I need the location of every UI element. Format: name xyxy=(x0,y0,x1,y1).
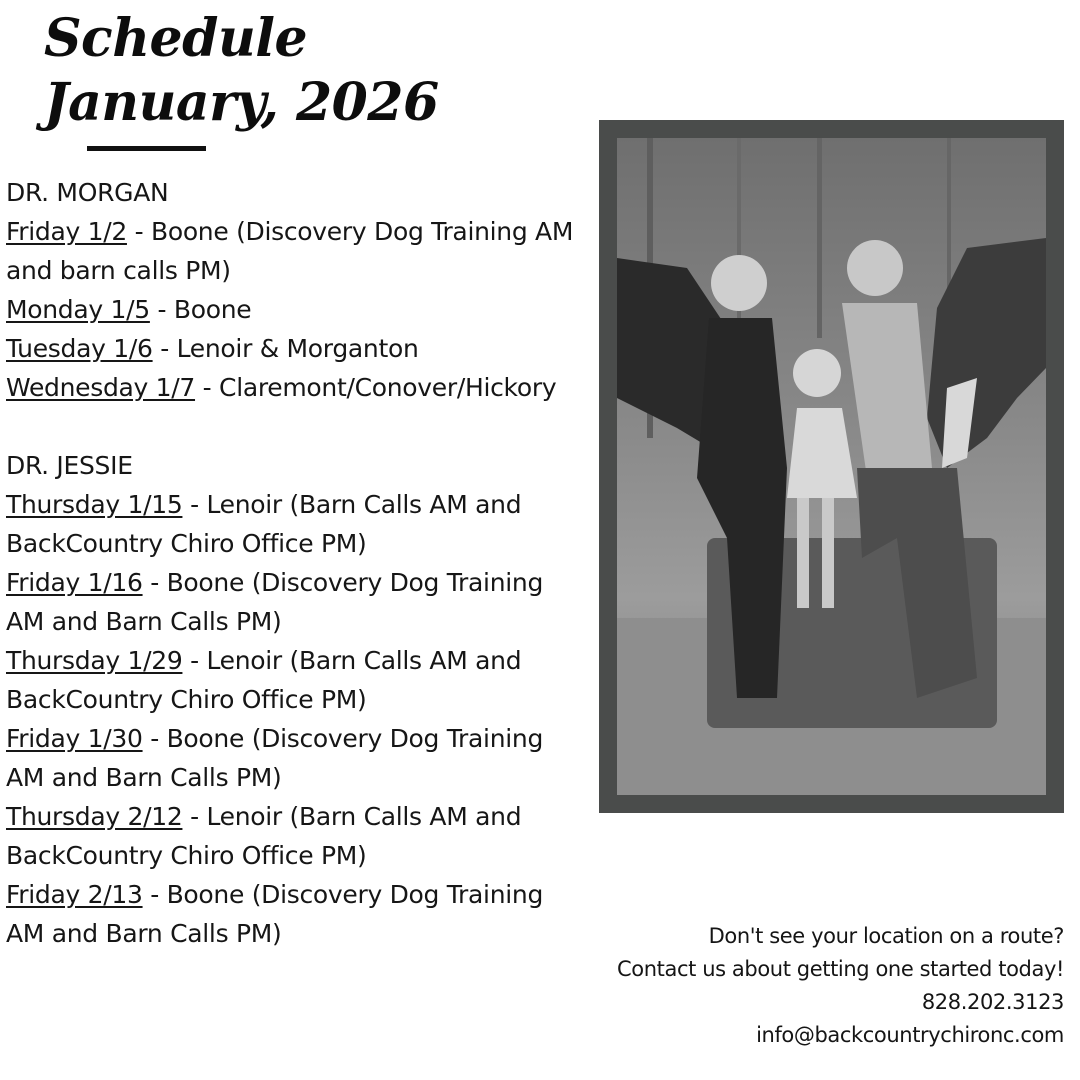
contact-prompt: Don't see your location on a route? xyxy=(708,924,1064,948)
entry-date: Friday 1/16 xyxy=(6,568,143,597)
entry-date: Thursday 1/29 xyxy=(6,646,183,675)
contact-email[interactable]: info@backcountrychironc.com xyxy=(756,1023,1064,1047)
entry-details: - Boone xyxy=(149,295,252,324)
schedule-entry xyxy=(6,485,586,563)
doctor-heading-morgan: DR. MORGAN xyxy=(6,178,169,207)
entry-date: Friday 1/2 xyxy=(6,217,127,246)
entry-date: Thursday 2/12 xyxy=(6,802,183,831)
entry-date: Tuesday 1/6 xyxy=(6,334,153,363)
schedule-entry xyxy=(6,797,586,875)
schedule-entry xyxy=(6,290,586,329)
entry-details: - Boone (Discovery Dog Training AM and Barn Calls PM) xyxy=(6,880,544,948)
entry-details: - Boone (Discovery Dog Training AM and Barn Calls PM) xyxy=(6,724,544,792)
entry-details: - Claremont/Conover/Hickory xyxy=(195,373,557,402)
family-horses-photo xyxy=(617,138,1046,795)
entry-date: Thursday 1/15 xyxy=(6,490,183,519)
entry-details: - Lenoir (Barn Calls AM and BackCountry Chiro Office PM) xyxy=(6,802,522,870)
schedule-entry xyxy=(6,563,586,641)
entry-details: - Lenoir (Barn Calls AM and BackCountry Chiro Office PM) xyxy=(6,646,522,714)
doctor-heading-jessie: DR. JESSIE xyxy=(6,451,133,480)
photo-frame xyxy=(599,120,1064,813)
entry-date: Friday 2/13 xyxy=(6,880,143,909)
entry-details: - Boone (Discovery Dog Training AM and Barn Calls PM) xyxy=(6,568,544,636)
entry-date: Monday 1/5 xyxy=(6,295,150,324)
entry-details: - Boone (Discovery Dog Training AM and barn calls PM) xyxy=(6,217,574,285)
schedule-entry xyxy=(6,329,586,368)
entry-date: Wednesday 1/7 xyxy=(6,373,196,402)
contact-phone[interactable]: 828.202.3123 xyxy=(921,990,1064,1014)
schedule-list xyxy=(6,173,586,953)
contact-block xyxy=(617,920,1064,1052)
schedule-entry xyxy=(6,368,586,407)
schedule-entry xyxy=(6,875,586,953)
schedule-entry xyxy=(6,719,586,797)
title-schedule: Schedule xyxy=(44,8,308,69)
entry-date: Friday 1/30 xyxy=(6,724,143,753)
schedule-entry xyxy=(6,641,586,719)
entry-details: - Lenoir (Barn Calls AM and BackCountry Chiro Office PM) xyxy=(6,490,522,558)
section-spacer xyxy=(6,407,586,446)
entry-details: - Lenoir & Morganton xyxy=(152,334,419,363)
contact-call-to-action: Contact us about getting one started today! xyxy=(617,957,1064,981)
title-month-year: January, 2026 xyxy=(44,72,439,133)
schedule-entry xyxy=(6,212,586,290)
title-underline-divider xyxy=(87,146,206,151)
